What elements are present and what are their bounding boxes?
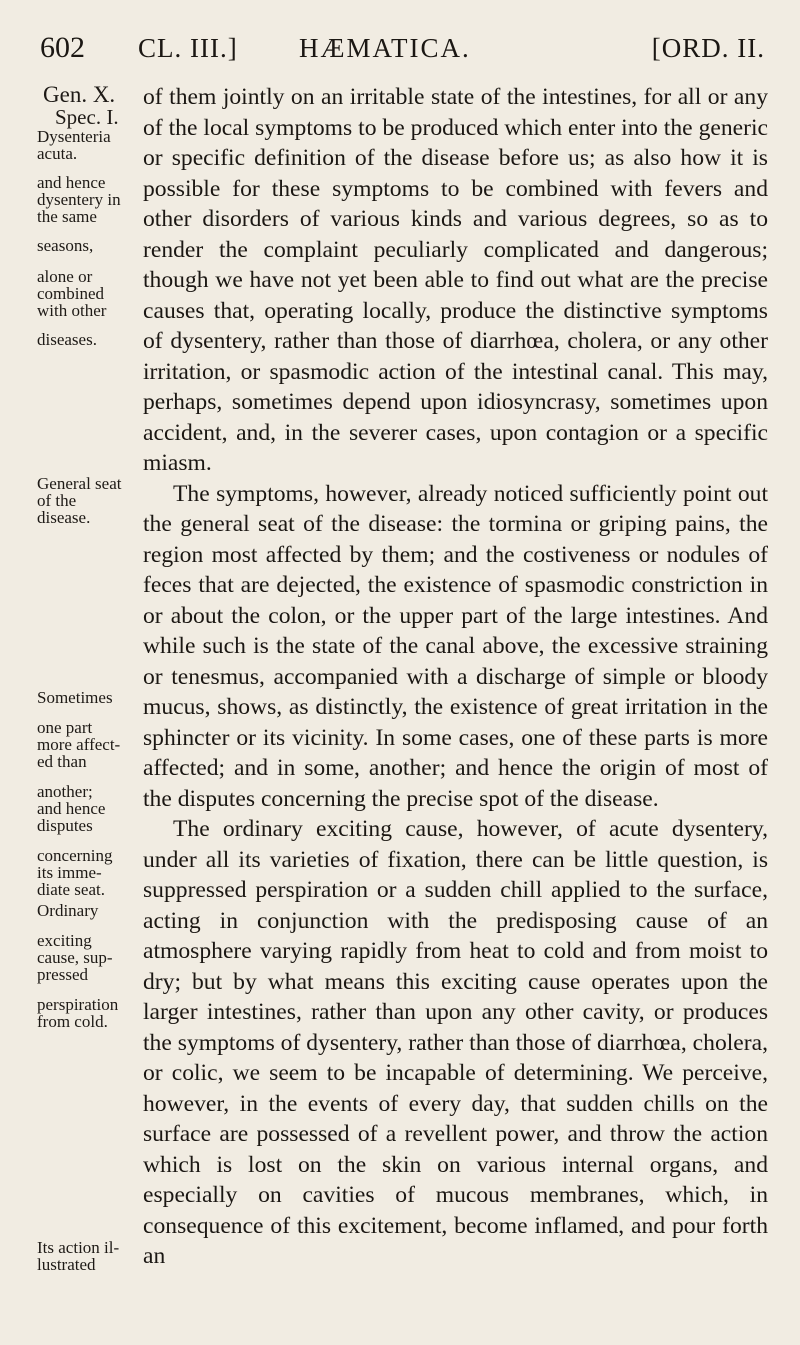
- margin-line: perspiration: [37, 995, 119, 1014]
- margin-line: combined: [37, 284, 105, 303]
- paragraph: The ordinary exciting cause, however, of acute dysentery, under all its varieties of fixation, there can be little question, is suppressed perspiration or a sudden chill applied to the surface, acting in conjunction with the predisposing cause of an atmosphere varying rapidly from heat to cold and from moist to dry; but by what means this exciting cause operates upon the larger intestines, rather than upon any other cavity, or produces the symptoms of dysentery, rather than those of diarrhœa, cholera, or colic, we seem to be incapable of determining. We perceive, however, in the events of every day, that sudden chills on the surface are possessed of a revellent power, and throw the action which is lost on the skin on various internal organs, and especially on cavities of mucous membranes, which, in consequence of this excitement, become inflamed, and pour forth an: [143, 816, 768, 1269]
- margin-line: disputes: [37, 816, 93, 835]
- running-title: HÆMATICA.: [299, 33, 471, 63]
- margin-line: alone or: [37, 267, 93, 286]
- margin-line: seasons,: [37, 236, 94, 255]
- order-ref: [ORD. II.: [651, 33, 765, 63]
- margin-note-action: [37, 1239, 137, 1273]
- margin-line: Sometimes: [37, 688, 113, 707]
- margin-line: concerning: [37, 846, 113, 865]
- margin-note-sometimes: [37, 689, 137, 898]
- margin-line: of the: [37, 491, 77, 510]
- margin-note-genus: [37, 84, 137, 162]
- margin-line: lustrated: [37, 1255, 96, 1274]
- paragraph: The symptoms, however, already noticed sufficiently point out the general seat of the disease: the tormina or griping pains, the region most affected by them; and the costiveness or nodules of feces that are dejected, the existence of spasmodic constriction in or about the colon, or the upper part of the large intestines. And while such is the state of the canal above, the excessive straining or tenesmus, accompanied with a discharge of simple or bloody mucus, shows, as distinctly, the existence of great irritation in the sphincter or its vicinity. In some cases, one of these parts is more affected; and in some, another; and hence the origin of most of the disputes concerning the precise spot of the disease.: [143, 480, 768, 812]
- main-text: [143, 82, 768, 1272]
- margin-line: acuta.: [37, 144, 78, 163]
- margin-line: dysentery in: [37, 190, 121, 209]
- margin-line: disease.: [37, 508, 91, 527]
- margin-line: its imme-: [37, 863, 102, 882]
- margin-line: and hence: [37, 799, 106, 818]
- margin-line: Its action il-: [37, 1238, 120, 1257]
- margin-line: Ordinary: [37, 901, 99, 920]
- margin-line: more affect-: [37, 735, 121, 754]
- margin-line: pressed: [37, 965, 88, 984]
- margin-note-seasons: [37, 174, 137, 348]
- margin-note-exciting-cause: [37, 902, 137, 1030]
- margin-line: Dysenteria: [37, 127, 111, 146]
- margin-line: ed than: [37, 752, 87, 771]
- paragraph: of them jointly on an irritable state of the intestines, for all or any of the local symptoms to be produced which enter into the generic or specific definition of the disease before us; as also how it is possible for these symptoms to be combined with fevers and other disorders of various kinds and various degrees, so as to render the complaint peculiarly complicated and dangerous; though we have not yet been able to find out what are the precise causes that, operating locally, produce the distinctive symptoms of dysentery, rather than those of diarrhœa, cholera, or any other irritation, or spasmodic action of the intestinal canal. This may, perhaps, sometimes depend upon idiosyncrasy, sometimes upon accident, and, in the severer cases, upon contagion or a specific miasm.: [143, 84, 768, 476]
- margin-line: and hence: [37, 173, 106, 192]
- margin-line: Gen. X.: [43, 82, 116, 107]
- margin-line: diate seat.: [37, 880, 105, 899]
- margin-line: another;: [37, 782, 93, 801]
- margin-line: exciting: [37, 931, 92, 950]
- page-number: 602: [40, 31, 85, 64]
- chapter-ref: CL. III.]: [138, 33, 238, 63]
- margin-line: with other: [37, 301, 107, 320]
- margin-line: one part: [37, 718, 93, 737]
- margin-line: General seat: [37, 474, 122, 493]
- margin-line: the same: [37, 207, 97, 226]
- margin-line: cause, sup-: [37, 948, 113, 967]
- margin-line: diseases.: [37, 330, 97, 349]
- margin-note-general-seat: [37, 475, 137, 526]
- margin-line: Spec. I.: [55, 105, 119, 129]
- margin-line: from cold.: [37, 1012, 108, 1031]
- running-header: [40, 28, 765, 68]
